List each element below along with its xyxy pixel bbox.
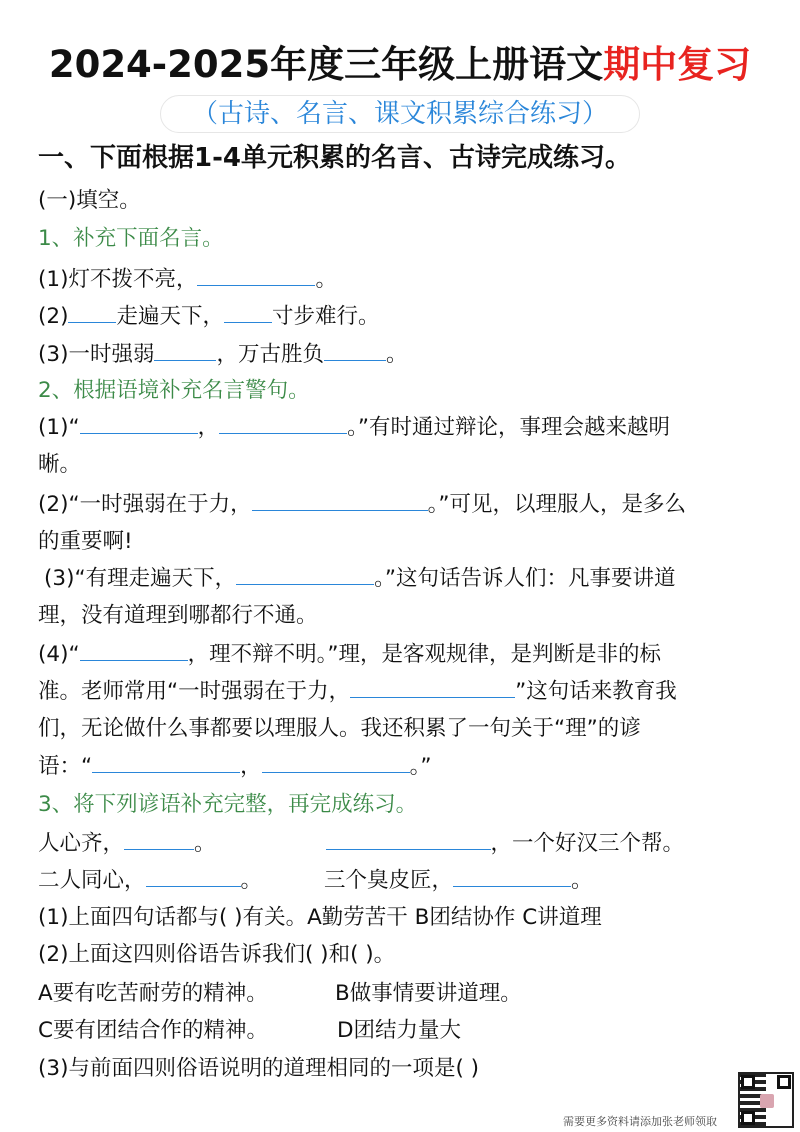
- answer-blank[interactable]: [92, 752, 240, 773]
- q2-p1-line-2: 晰。: [38, 452, 82, 477]
- footer-note: 需要更多资料请添加张老师领取: [563, 1115, 717, 1128]
- avatar: [760, 1094, 774, 1108]
- option-c: C要有团结合作的精神。: [38, 1018, 269, 1043]
- q3-choice-2: (2)上面这四则俗语告诉我们( )和( )。: [38, 942, 396, 967]
- q2-p4-line-1: (4)“ ，理不辩不明。”理，是客观规律，是判断是非的标: [38, 642, 661, 667]
- question-3-heading: 3、将下列谚语补充完整，再完成练习。: [38, 792, 418, 817]
- qr-eye: [741, 1111, 755, 1125]
- option-a: A要有吃苦耐劳的精神。: [38, 981, 268, 1006]
- q3-choice-3: (3)与前面四则俗语说明的道理相同的一项是( ): [38, 1056, 480, 1081]
- answer-blank[interactable]: [80, 640, 188, 661]
- q2-p2-line-2: 的重要啊!: [38, 529, 133, 554]
- q2-p1-line-1: (1)“ ， 。”有时通过辩论，事理会越来越明: [38, 415, 670, 440]
- option-d: D团结力量大: [337, 1018, 462, 1043]
- q1-line-3: (3)一时强弱 ，万古胜负 。: [38, 342, 408, 367]
- section-heading: 一、下面根据1-4单元积累的名言、古诗完成练习。: [38, 143, 631, 173]
- answer-blank[interactable]: [326, 829, 491, 850]
- question-2-heading: 2、根据语境补充名言警句。: [38, 378, 310, 403]
- q2-p3-line-1: (3)“有理走遍天下， 。”这句话告诉人们：凡事要讲道: [44, 566, 676, 591]
- answer-blank[interactable]: [262, 752, 410, 773]
- answer-blank[interactable]: [219, 413, 347, 434]
- q2-p4-line-3: 们，无论做什么事都要以理服人。我还积累了一句关于“理”的谚: [38, 716, 641, 741]
- part-heading: (一)填空。: [38, 188, 141, 213]
- q1-line-1: (1)灯不拨不亮， 。: [38, 267, 337, 292]
- q3-choice-1: (1)上面四句话都与( )有关。A勤劳苦干 B团结协作 C讲道理: [38, 905, 602, 930]
- answer-blank[interactable]: [224, 302, 272, 323]
- q3-saying-line-1: 人心齐， 。 ，一个好汉三个帮。: [38, 831, 685, 856]
- answer-blank[interactable]: [350, 677, 515, 698]
- answer-blank[interactable]: [80, 413, 198, 434]
- qr-code-icon[interactable]: [738, 1072, 794, 1128]
- q1-line-2: (2) 走遍天下， 寸步难行。: [38, 304, 380, 329]
- q2-p3-line-2: 理，没有道理到哪都行不通。: [38, 603, 318, 628]
- answer-blank[interactable]: [252, 490, 428, 511]
- qr-eye: [777, 1075, 791, 1089]
- qr-eye: [741, 1075, 755, 1089]
- option-b: B做事情要讲道理。: [335, 981, 522, 1006]
- answer-blank[interactable]: [154, 340, 216, 361]
- answer-blank[interactable]: [236, 564, 374, 585]
- answer-blank[interactable]: [197, 265, 315, 286]
- answer-blank[interactable]: [124, 829, 194, 850]
- answer-blank[interactable]: [453, 866, 571, 887]
- page-subtitle: （古诗、名言、课文积累综合练习）: [160, 95, 640, 133]
- answer-blank[interactable]: [324, 340, 386, 361]
- q2-p4-line-2: 准。老师常用“一时强弱在于力， ”这句话来教育我: [38, 679, 677, 704]
- answer-blank[interactable]: [68, 302, 116, 323]
- q3-saying-line-2: 二人同心， 。 三个臭皮匠， 。: [38, 868, 593, 893]
- title-main: 2024-2025年度三年级上册语文: [48, 43, 604, 86]
- answer-blank[interactable]: [146, 866, 241, 887]
- q2-p4-line-4: 语：“ ， 。”: [38, 754, 432, 779]
- page-title: [0, 40, 800, 90]
- q2-p2-line-1: (2)“一时强弱在于力， 。”可见，以理服人，是多么: [38, 492, 686, 517]
- question-1-heading: 1、补充下面名言。: [38, 226, 224, 251]
- title-highlight: 期中复习: [603, 43, 752, 86]
